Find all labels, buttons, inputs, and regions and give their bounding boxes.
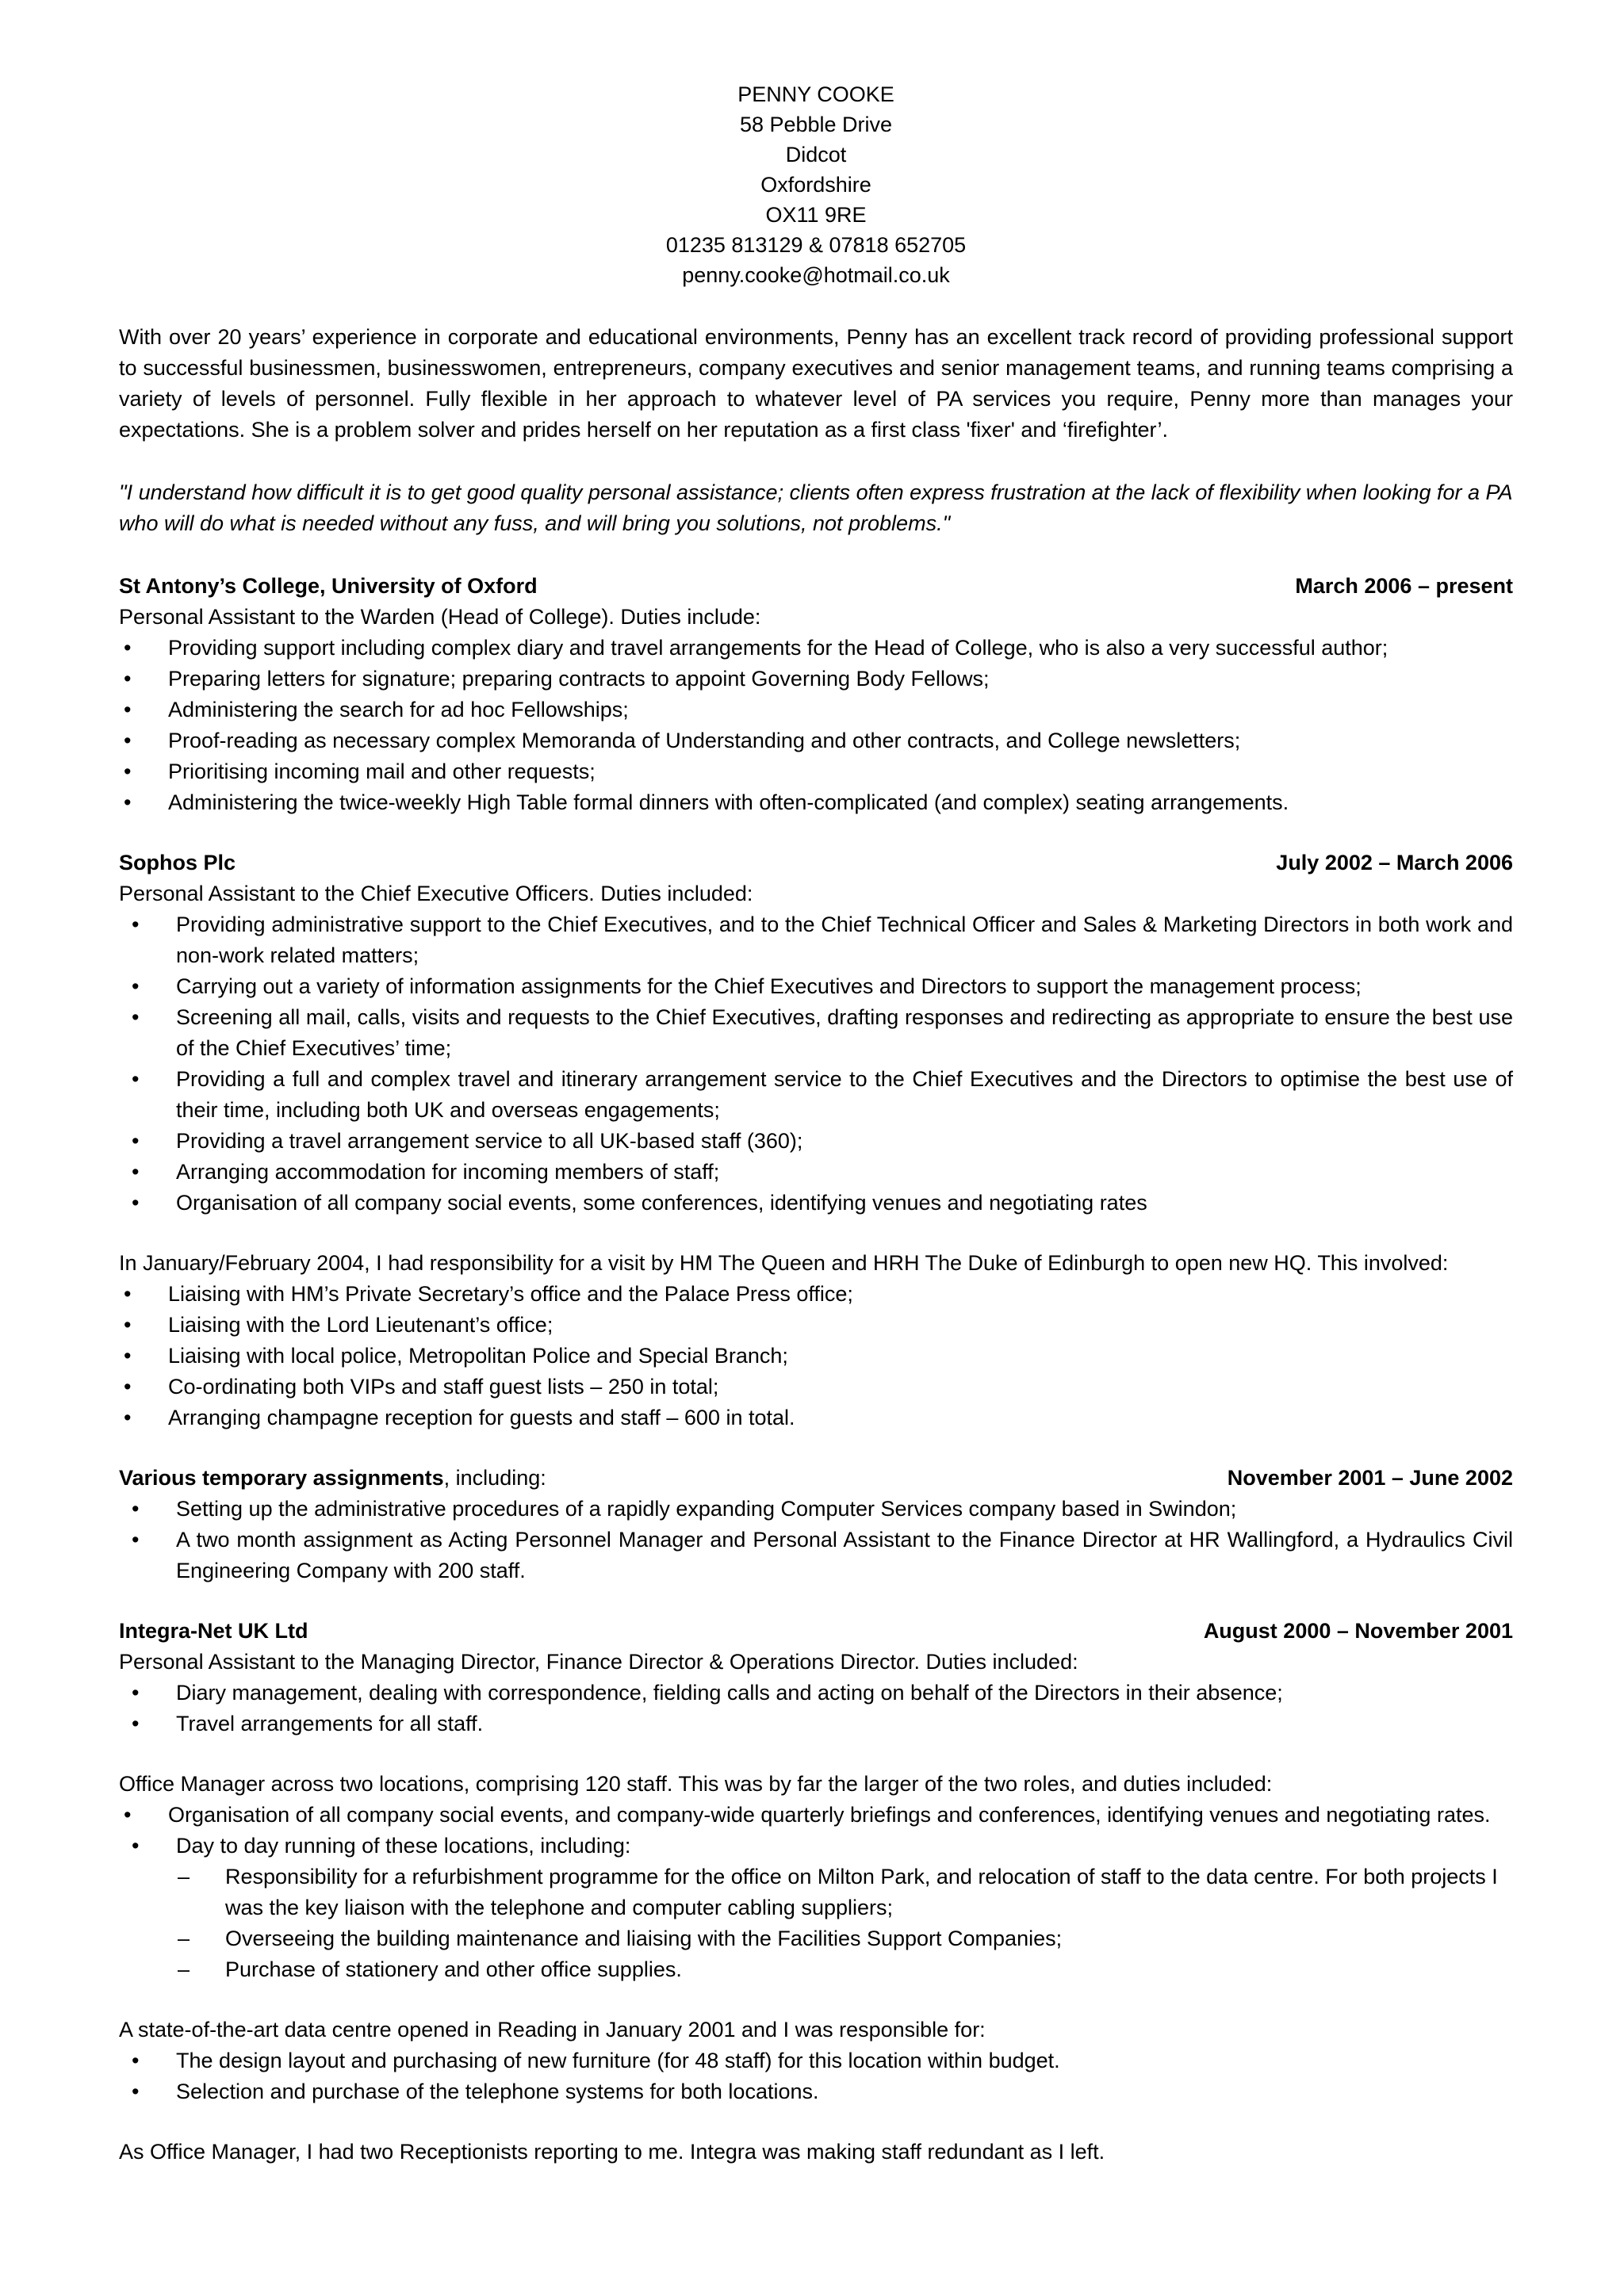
contact-header <box>119 79 1513 290</box>
list-item: • Providing a full and complex travel and itinerary arrangement service to the Chief Executives and the Directors to optimise the best use of their time, including both UK and overseas engagements; <box>119 1064 1513 1126</box>
data-centre-list <box>119 2045 1513 2107</box>
duties-list <box>119 1678 1513 1739</box>
employment-dates: July 2002 – March 2006 <box>1276 851 1513 874</box>
profile-quote: "I understand how difficult it is to get good quality personal assistance; clients often express frustration at the lack of flexibility when looking for a PA who will do what is needed without any fuss, and will bring you solutions, not problems." <box>119 480 1512 535</box>
closing-note: As Office Manager, I had two Receptionists reporting to me. Integra was making staff redundant as I left. <box>119 2140 1105 2164</box>
employer-name: Integra-Net UK Ltd <box>119 1619 308 1643</box>
list-item: • Providing a travel arrangement service to all UK-based staff (360); <box>119 1126 1513 1157</box>
job-role: Personal Assistant to the Chief Executive Officers. Duties included: <box>119 882 753 905</box>
job-header-st-antonys <box>119 571 1513 602</box>
list-item: • Arranging accommodation for incoming members of staff; <box>119 1157 1513 1188</box>
list-item: • Organisation of all company social events, some conferences, identifying venues and negotiating rates <box>119 1188 1513 1219</box>
list-item: • Diary management, dealing with correspondence, fielding calls and acting on behalf of the Directors in their absence; <box>119 1678 1513 1709</box>
job-role: Personal Assistant to the Managing Director, Finance Director & Operations Director. Duties included: <box>119 1650 1078 1674</box>
address-street: 58 Pebble Drive <box>739 113 893 136</box>
duties-list <box>119 1494 1513 1586</box>
job-header-sophos <box>119 848 1513 878</box>
list-item: • Co-ordinating both VIPs and staff guest lists – 250 in total; <box>119 1372 1513 1402</box>
employer-name <box>119 1463 546 1494</box>
list-item: – Responsibility for a refurbishment programme for the office on Milton Park, and relocation of staff to the data centre. For both projects I was the key liaison with the telephone and computer cabling suppliers; <box>176 1862 1513 1923</box>
office-duties-list <box>119 1800 1513 1831</box>
list-item: • A two month assignment as Acting Personnel Manager and Personal Assistant to the Finance Director at HR Wallingford, a Hydraulics Civil Engineering Company with 200 staff. <box>119 1525 1513 1586</box>
list-item: • Carrying out a variety of information assignments for the Chief Executives and Directors to support the management process; <box>119 971 1513 1002</box>
cv-page <box>119 79 1513 2168</box>
office-subitems-list <box>176 1862 1513 1985</box>
office-duties-list-2 <box>119 1831 1513 1862</box>
phone-numbers: 01235 813129 & 07818 652705 <box>665 233 967 257</box>
list-item: • Liaising with the Lord Lieutenant’s office; <box>119 1310 1513 1341</box>
address-postcode: OX11 9RE <box>765 203 867 227</box>
list-item: • Travel arrangements for all staff. <box>119 1709 1513 1739</box>
royal-visit-list <box>119 1279 1513 1433</box>
list-item: • Preparing letters for signature; preparing contracts to appoint Governing Body Fellows; <box>119 664 1513 695</box>
employer-name: St Antony’s College, University of Oxford <box>119 574 538 598</box>
employment-dates: August 2000 – November 2001 <box>1203 1619 1513 1643</box>
data-centre-intro: A state-of-the-art data centre opened in Reading in January 2001 and I was responsible for: <box>119 2018 986 2042</box>
list-item: • Liaising with local police, Metropolitan Police and Special Branch; <box>119 1341 1513 1372</box>
list-item: • Arranging champagne reception for guests and staff – 600 in total. <box>119 1402 1513 1433</box>
list-item: • Setting up the administrative procedures of a rapidly expanding Computer Services company based in Swindon; <box>119 1494 1513 1525</box>
candidate-name: PENNY COOKE <box>737 82 894 106</box>
employment-dates: November 2001 – June 2002 <box>1227 1466 1513 1490</box>
list-item: • Day to day running of these locations, including: <box>119 1831 1513 1862</box>
address-town: Didcot <box>785 143 847 166</box>
list-item: • Providing support including complex diary and travel arrangements for the Head of College, who is also a very successful author; <box>119 633 1513 664</box>
list-item: • Organisation of all company social events, and company-wide quarterly briefings and conferences, identifying venues and negotiating rates. <box>119 1800 1513 1831</box>
employer-name: Sophos Plc <box>119 851 236 874</box>
employer-label: Various temporary assignments <box>119 1466 444 1490</box>
list-item: • Administering the twice-weekly High Table formal dinners with often-complicated (and complex) seating arrangements. <box>119 787 1513 818</box>
address-county: Oxfordshire <box>760 173 871 197</box>
list-item: • Administering the search for ad hoc Fellowships; <box>119 695 1513 725</box>
employer-suffix: , including: <box>443 1466 546 1490</box>
employment-dates: March 2006 – present <box>1295 574 1513 598</box>
list-item: – Purchase of stationery and other office supplies. <box>176 1954 1513 1985</box>
email-address: penny.cooke@hotmail.co.uk <box>682 263 950 287</box>
list-item: • The design layout and purchasing of new furniture (for 48 staff) for this location within budget. <box>119 2045 1513 2076</box>
list-item: • Providing administrative support to the Chief Executives, and to the Chief Technical Officer and Sales & Marketing Directors in both work and non-work related matters; <box>119 909 1513 971</box>
list-item: • Selection and purchase of the telephone systems for both locations. <box>119 2076 1513 2107</box>
duties-list <box>119 909 1513 1219</box>
profile-summary: With over 20 years’ experience in corporate and educational environments, Penny has an excellent track record of providing professional support to successful businessmen, businesswomen, entrepreneurs, company executives and senior management teams, and running teams comprising a variety of levels of personnel. Fully flexible in her approach to whatever level of PA services you require, Penny more than manages your expectations. She is a problem solver and prides herself on her reputation as a first class 'fixer' and ‘firefighter’. <box>119 325 1513 442</box>
job-role: Personal Assistant to the Warden (Head of College). Duties include: <box>119 605 761 629</box>
list-item: – Overseeing the building maintenance and liaising with the Facilities Support Companies; <box>176 1923 1513 1954</box>
duties-list <box>119 633 1513 818</box>
list-item: • Prioritising incoming mail and other requests; <box>119 756 1513 787</box>
list-item: • Screening all mail, calls, visits and requests to the Chief Executives, drafting responses and redirecting as appropriate to ensure the best use of the Chief Executives’ time; <box>119 1002 1513 1064</box>
job-header-integra <box>119 1616 1513 1647</box>
royal-visit-intro: In January/February 2004, I had responsibility for a visit by HM The Queen and HRH The Duke of Edinburgh to open new HQ. This involved: <box>119 1251 1449 1275</box>
list-item: • Liaising with HM’s Private Secretary’s office and the Palace Press office; <box>119 1279 1513 1310</box>
office-manager-intro: Office Manager across two locations, comprising 120 staff. This was by far the larger of the two roles, and duties included: <box>119 1772 1273 1796</box>
job-header-temporary <box>119 1463 1513 1494</box>
list-item: • Proof-reading as necessary complex Memoranda of Understanding and other contracts, and College newsletters; <box>119 725 1513 756</box>
